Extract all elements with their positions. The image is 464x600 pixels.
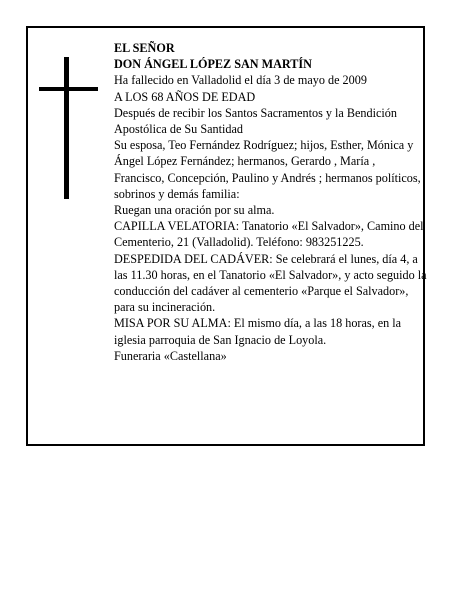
farewell-info: DESPEDIDA DEL CADÁVER: Se celebrará el lunes, día 4, a las 11.30 horas, en el Tanatorio «El Salvador», y acto seguido la conducción del cadáver al cementerio «Parque el Salvador», para su incineración. bbox=[114, 251, 427, 315]
age-line: A LOS 68 AÑOS DE EDAD bbox=[114, 89, 256, 104]
death-announcement: Ha fallecido en Valladolid el día 3 de mayo de 2009 bbox=[114, 73, 367, 88]
family-line: Su esposa, Teo Fernández Rodríguez; hijos, Esther, Mónica y Ángel López Fernández; hermanos, Gerardo , María , Francisco, Concepción, Paulino y Andrés ; hermanos políticos, sobrinos y demás familia: bbox=[114, 138, 421, 201]
obituary-notice bbox=[26, 26, 425, 446]
prayer-request: Ruegan una oración por su alma. bbox=[114, 203, 275, 218]
cross-vertical-bar bbox=[64, 57, 69, 199]
notice-body bbox=[114, 40, 428, 364]
cross-horizontal-bar bbox=[39, 87, 98, 91]
mass-info: MISA POR SU ALMA: El mismo día, a las 18 horas, en la iglesia parroquia de San Ignacio de Loyola. bbox=[114, 316, 402, 347]
chapel-info: CAPILLA VELATORIA: Tanatorio «El Salvador», Camino del Cementerio, 21 (Valladolid). Teléfono: 983251225. bbox=[114, 219, 424, 250]
cross-icon bbox=[39, 57, 101, 199]
sacraments-line: Después de recibir los Santos Sacramentos y la Bendición Apostólica de Su Santidad bbox=[114, 105, 397, 137]
deceased-name: DON ÁNGEL LÓPEZ SAN MARTÍN bbox=[114, 57, 312, 72]
header-title: EL SEÑOR bbox=[114, 41, 175, 55]
funeral-home: Funeraria «Castellana» bbox=[114, 348, 227, 363]
